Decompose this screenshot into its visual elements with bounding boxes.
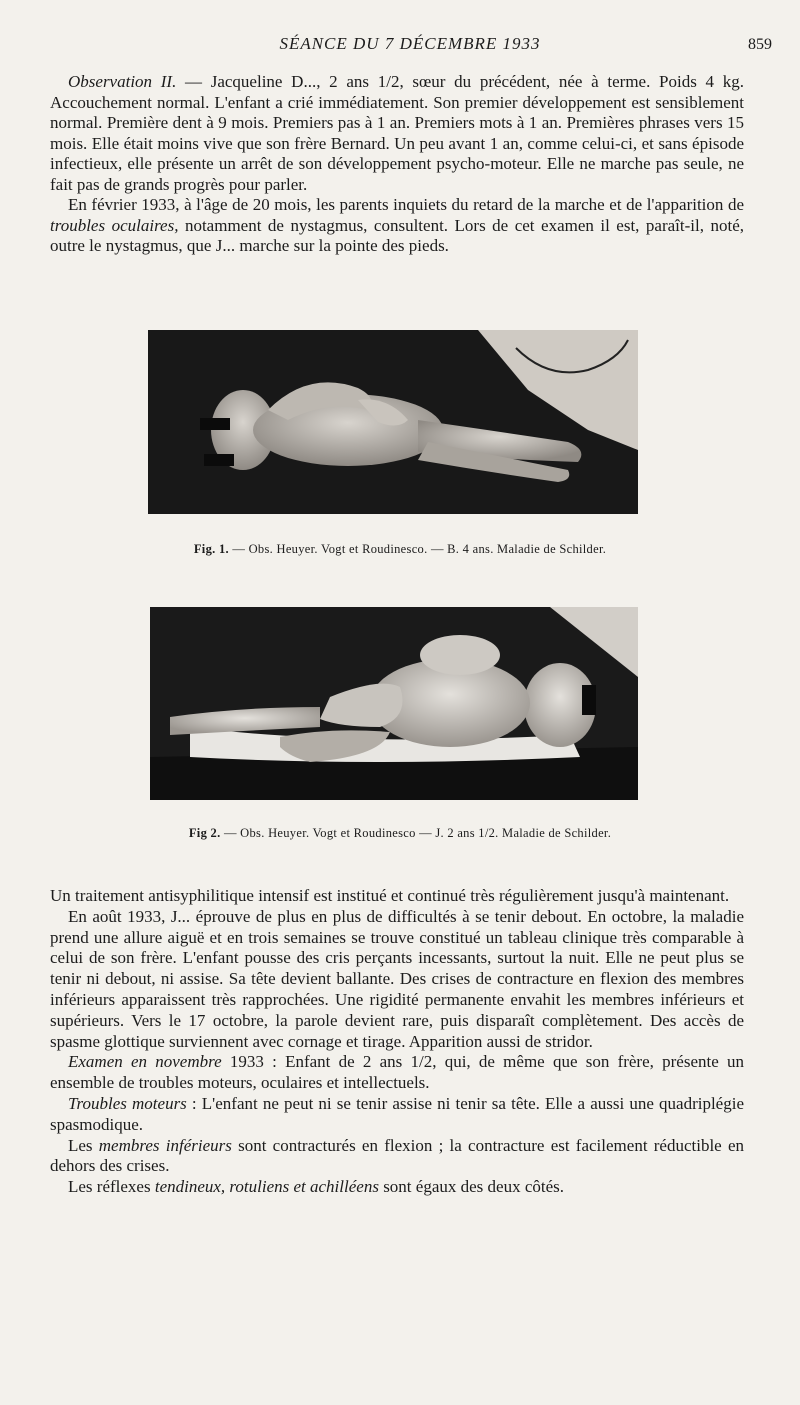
- consultation-text-end: notamment de nystagmus, consultent. Lors de cet examen il est, paraît-il, noté, outre le nystagmus, que J... marche sur la pointe des pieds.: [50, 215, 744, 255]
- figure-1-caption: [0, 542, 800, 557]
- figure-1-label: Fig. 1.: [193, 542, 229, 556]
- limbs-paragraph: [50, 1136, 744, 1178]
- reflexes-text: sont égaux des deux côtés.: [378, 1177, 565, 1197]
- limbs-italic: membres inférieurs: [98, 1135, 232, 1155]
- consultation-italic: troubles oculaires,: [50, 215, 179, 235]
- observation-text: — Jacqueline D..., 2 ans 1/2, sœur du précédent, née à terme. Poids 4 kg. Accouchement normal. L'enfant a crié immédiatement. Son premier développement est sensiblement normal. Première dent à 9 mois. Premiers pas à 1 an. Premiers mots à 1 an. Premières phrases vers 15 mois. Elle était moins vive que son frère Bernard. Un peu avant 1 an, comme celui-ci, et sans épisode infectieux, elle présente un arrêt de son développement psycho-moteur. Elle ne marche pas seule, ne fait pas de grands progrès pour parler.: [50, 72, 744, 194]
- limbs-text-start: Les: [68, 1135, 99, 1155]
- treatment-paragraph: Un traitement antisyphilitique intensif est institué et continué très régulièrement jusqu'à maintenant.: [50, 886, 730, 905]
- observation-paragraph: [50, 72, 744, 195]
- motor-paragraph: [50, 1094, 744, 1136]
- motor-text: : L'enfant ne peut ni se tenir assise ni tenir sa tête. Elle a aussi une quadriplégie spasmodique.: [50, 1093, 744, 1134]
- figure-2-photograph: [150, 607, 638, 800]
- reflexes-text-start: Les réflexes: [68, 1177, 155, 1197]
- limbs-text: sont contracturés en flexion ; la contracture est facilement réductible en dehors des crises.: [50, 1135, 744, 1176]
- body-text: [50, 886, 744, 1198]
- figure-2-caption-text: — Obs. Heuyer. Vogt et Roudinesco — J. 2 ans 1/2. Maladie de Schilder.: [220, 826, 612, 840]
- evolution-paragraph: En août 1933, J... éprouve de plus en plus de difficultés à se tenir debout. En octobre, la maladie prend une allure aiguë et en trois semaines se trouve constitué un tableau clinique très comparable à celui de son frère. L'enfant pousse des cris perçants incessants, surtout la nuit. Elle ne peut plus se tenir ni debout, ni assise. Sa tête devient ballante. Des crises de contracture en flexion des membres inférieurs apparaissent très rapprochées. Une rigidité permanente envahit les membres inférieurs et supérieurs. Vers le 17 octobre, la parole devient rare, puis disparaît complètement. Des accès de spasme glottique surviennent avec cornage et tirage. Apparition aussi de stridor.: [50, 906, 744, 1051]
- motor-italic: Troubles moteurs: [68, 1093, 187, 1113]
- observation-label: Observation II.: [68, 72, 177, 91]
- consultation-paragraph: [50, 195, 744, 257]
- figure-2-caption: [0, 826, 800, 841]
- running-title: SÉANCE DU 7 DÉCEMBRE 1933: [279, 34, 541, 53]
- page-number: 859: [748, 36, 772, 53]
- exam-text: 1933 : Enfant de 2 ans 1/2, qui, de même que son frère, présente un ensemble de troubles moteurs, oculaires et intellectuels.: [50, 1052, 744, 1093]
- reflexes-paragraph: [50, 1177, 744, 1198]
- figure-1-photograph: [148, 330, 638, 514]
- exam-paragraph: [50, 1052, 744, 1094]
- consultation-text-start: En février 1933, à l'âge de 20 mois, les parents inquiets du retard de la marche et de l'apparition de: [68, 195, 744, 214]
- page-header: [48, 34, 772, 60]
- intro-text: [50, 72, 744, 257]
- reflexes-italic: tendineux, rotuliens et achilléens: [154, 1177, 379, 1197]
- exam-italic: Examen en novembre: [68, 1052, 222, 1072]
- figure-2-label: Fig 2.: [188, 826, 221, 840]
- figure-1-caption-text: — Obs. Heuyer. Vogt et Roudinesco. — B. 4 ans. Maladie de Schilder.: [228, 542, 607, 556]
